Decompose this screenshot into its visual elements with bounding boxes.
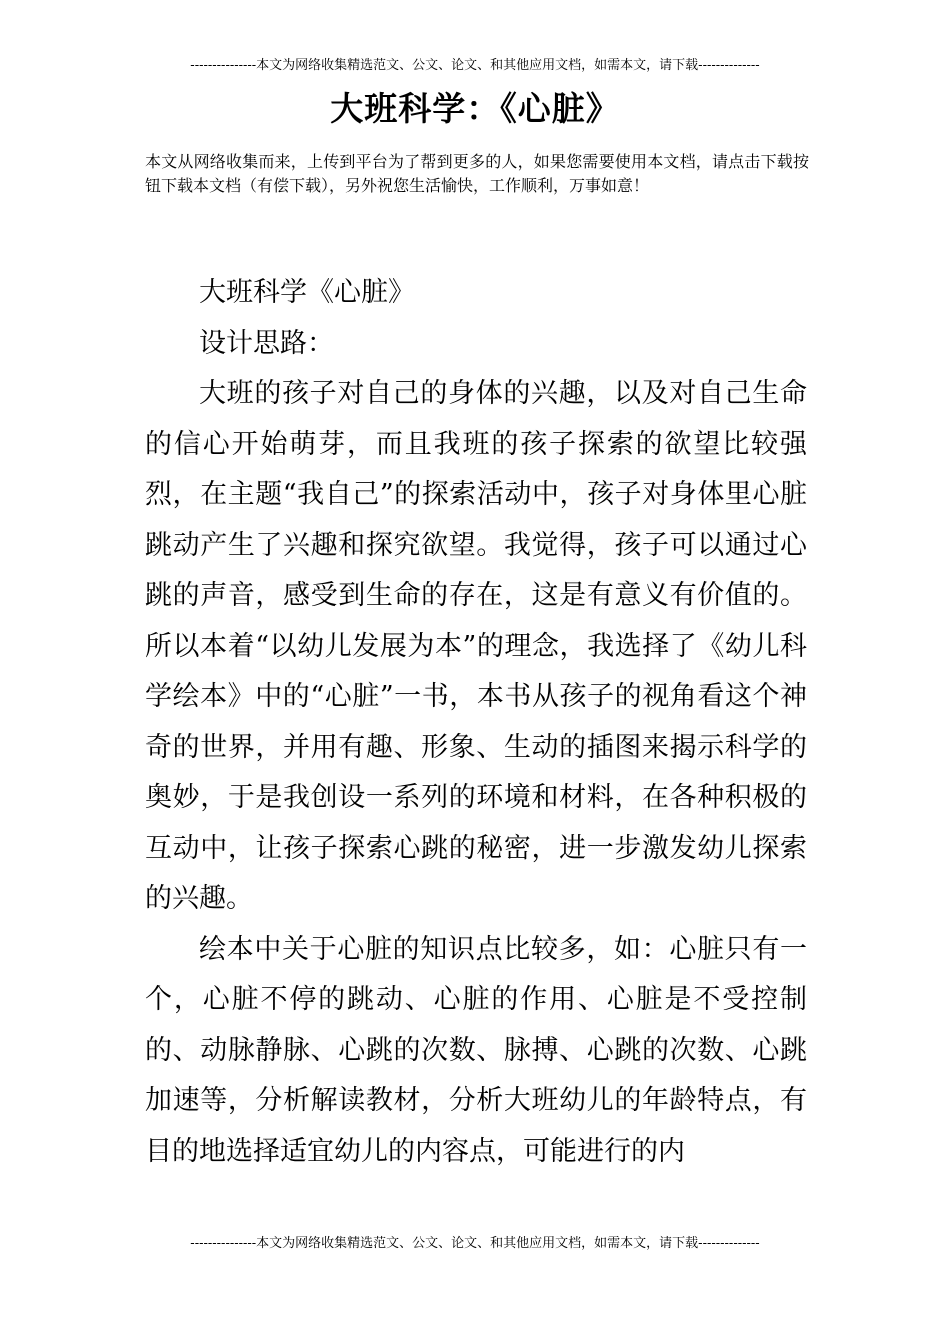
intro-notice: 本文从网络收集而来，上传到平台为了帮到更多的人，如果您需要使用本文档，请点击下载按钮下载本文档（有偿下载），另外祝您生活愉快，工作顺利，万事如意！ [145, 152, 809, 195]
body-subtitle: 大班科学《心脏》 [199, 277, 415, 308]
section-heading: 设计思路： [199, 327, 334, 359]
page-footer: ---------------本文为网络收集精选范文、公文、论文、和其他应用文档，如需本文，请下载-------------- [190, 1236, 760, 1251]
page-header: ---------------本文为网络收集精选范文、公文、论文、和其他应用文档，如需本文，请下载-------------- [190, 58, 760, 73]
document-body [145, 268, 807, 1177]
body-paragraph-1: 大班的孩子对自己的身体的兴趣，以及对自己生命的信心开始萌芽，而且我班的孩子探索的欲望比较强烈，在主题“我自己”的探索活动中，孩子对身体里心脏跳动产生了兴趣和探究欲望。我觉得，孩子可以通过心跳的声音，感受到生命的存在，这是有意义有价值的。所以本着“以幼儿发展为本”的理念，我选择了《幼儿科学绘本》中的“心脏”一书，本书从孩子的视角看这个神奇的世界，并用有趣、形象、生动的插图来揭示科学的奥妙，于是我创设一系列的环境和材料，在各种积极的互动中，让孩子探索心跳的秘密，进一步激发幼儿探索的兴趣。 [145, 378, 807, 914]
document-title: 大班科学：《心脏》 [330, 89, 620, 128]
body-paragraph-2: 绘本中关于心脏的知识点比较多，如：心脏只有一个，心脏不停的跳动、心脏的作用、心脏是不受控制的、动脉静脉、心跳的次数、脉搏、心跳的次数、心跳加速等，分析解读教材，分析大班幼儿的年龄特点，有目的地选择适宜幼儿的内容点，可能进行的内 [145, 933, 807, 1167]
